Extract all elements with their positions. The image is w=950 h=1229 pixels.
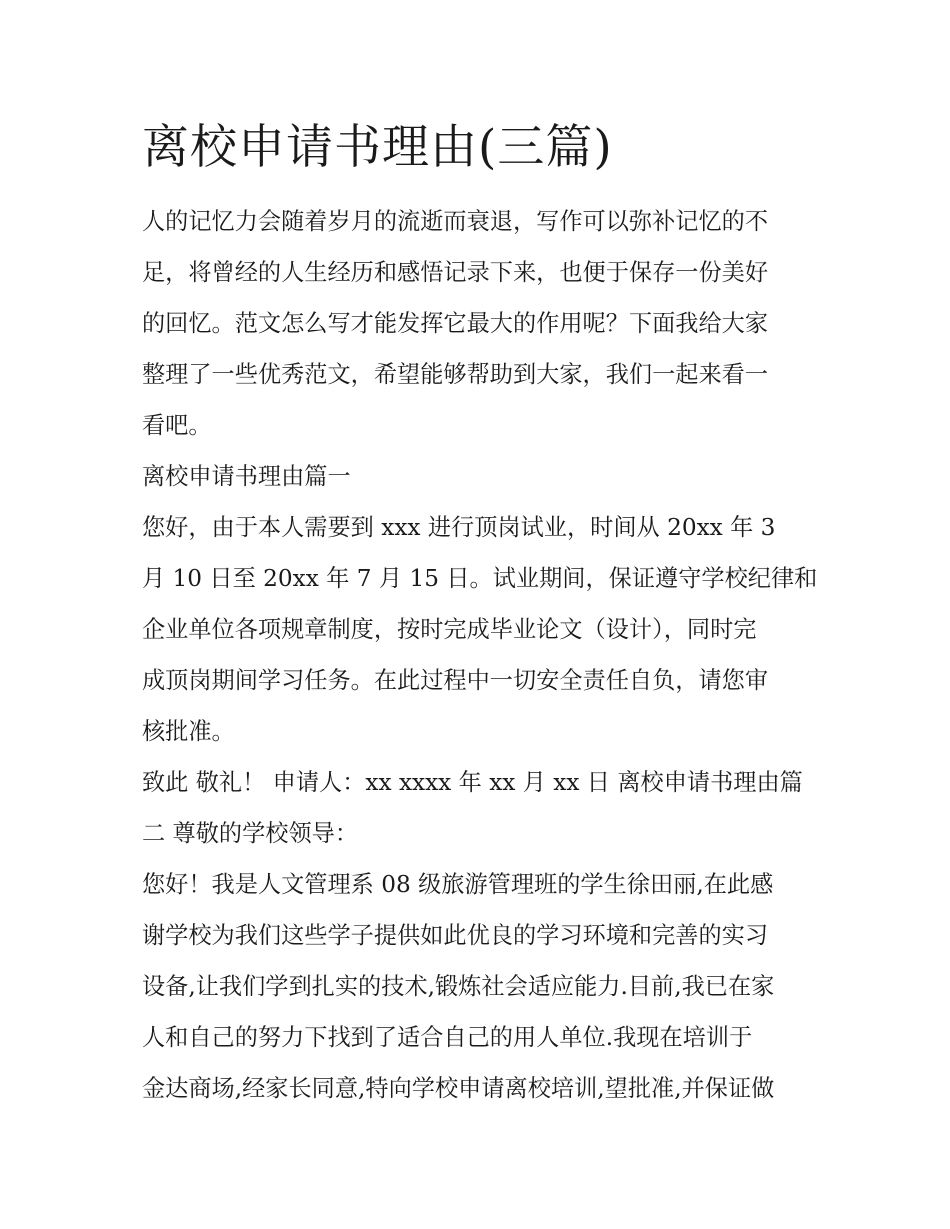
paragraph-line: 核批准。 bbox=[142, 718, 235, 745]
paragraph-line: 金达商场,经家长同意,特向学校申请离校培训,望批准,并保证做 bbox=[142, 1075, 775, 1102]
paragraph-line: 看吧。 bbox=[142, 412, 212, 439]
paragraph-line: 您好，由于本人需要到 xxx 进行顶岗试业，时间从 20xx 年 3 bbox=[142, 514, 776, 541]
paragraph-line: 您好！我是人文管理系 08 级旅游管理班的学生徐田丽,在此感 bbox=[142, 871, 774, 898]
paragraph-line: 整理了一些优秀范文，希望能够帮助到大家，我们一起来看一 bbox=[142, 361, 769, 388]
document-title: 离校申请书理由(三篇) bbox=[142, 120, 613, 175]
paragraph-line: 设备,让我们学到扎实的技术,锻炼社会适应能力.目前,我已在家 bbox=[142, 973, 775, 1000]
paragraph-line: 致此 敬礼！ 申请人：xx xxxx 年 xx 月 xx 日 离校申请书理由篇 bbox=[142, 769, 803, 796]
paragraph-line: 月 10 日至 20xx 年 7 月 15 日。试业期间，保证遵守学校纪律和 bbox=[142, 565, 818, 592]
paragraph-line: 人和自己的努力下找到了适合自己的用人单位.我现在培训于 bbox=[142, 1024, 753, 1051]
section-heading: 离校申请书理由篇一 bbox=[142, 463, 351, 490]
paragraph-line: 成顶岗期间学习任务。在此过程中一切安全责任自负，请您审 bbox=[142, 667, 769, 694]
paragraph-line: 的回忆。范文怎么写才能发挥它最大的作用呢？下面我给大家 bbox=[142, 310, 769, 337]
paragraph-line: 足，将曾经的人生经历和感悟记录下来，也便于保存一份美好 bbox=[142, 259, 769, 286]
paragraph-line: 人的记忆力会随着岁月的流逝而衰退，写作可以弥补记忆的不 bbox=[142, 208, 769, 235]
paragraph-line: 谢学校为我们这些学子提供如此优良的学习环境和完善的实习 bbox=[142, 922, 769, 949]
paragraph-line: 企业单位各项规章制度，按时完成毕业论文（设计），同时完 bbox=[142, 616, 757, 643]
paragraph-line: 二 尊敬的学校领导： bbox=[142, 820, 359, 847]
